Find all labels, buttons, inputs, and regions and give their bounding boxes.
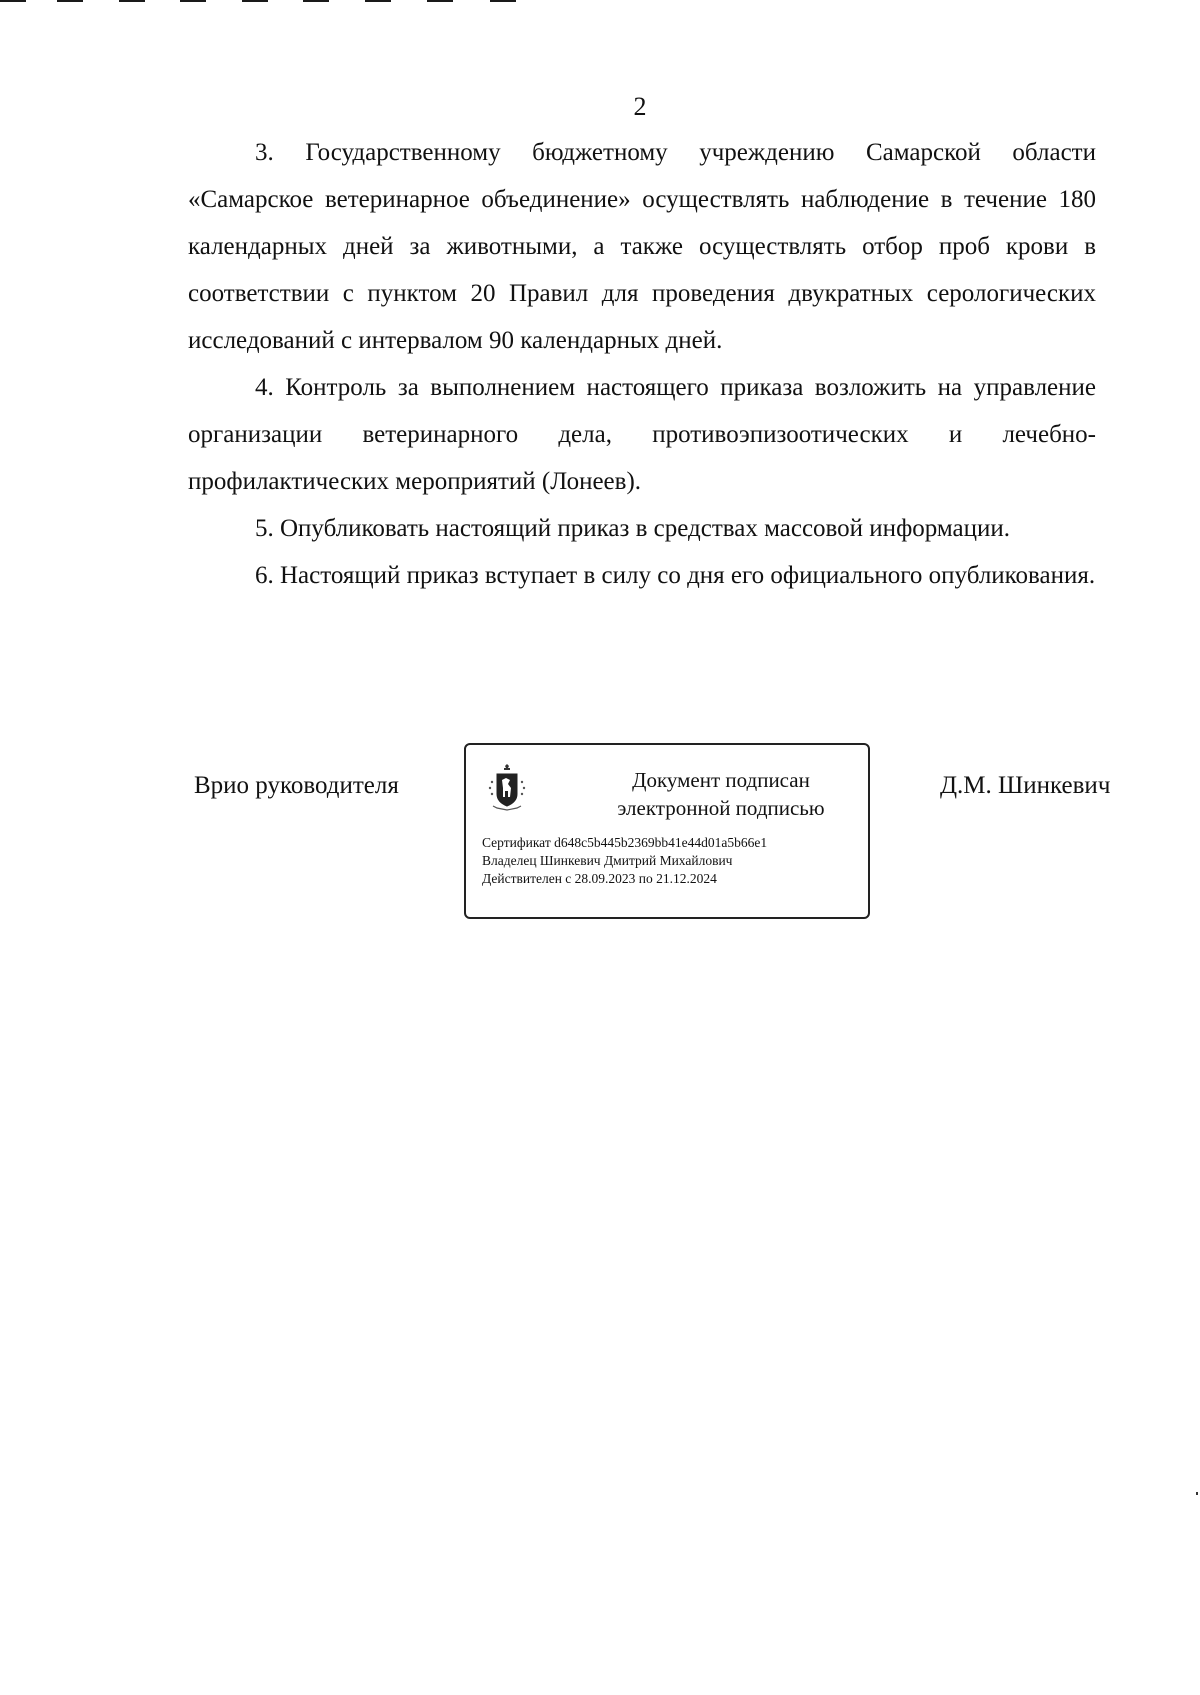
- signatory-role: Врио руководителя: [194, 772, 399, 799]
- stamp-certificate: Сертификат d648c5b445b2369bb41e44d01a5b66e1: [482, 835, 768, 850]
- stamp-validity: Действителен с 28.09.2023 по 21.12.2024: [482, 871, 717, 886]
- stamp-title: [586, 766, 856, 822]
- paragraph-5: 5. Опубликовать настоящий приказ в средствах массовой информации.: [255, 515, 1011, 542]
- edge-dash: [0, 0, 26, 2]
- stamp-title-line-1: Документ подписан: [632, 768, 810, 792]
- edge-dash: [427, 0, 453, 2]
- stamp-title-line-2: электронной подписью: [617, 796, 825, 820]
- samara-coat-of-arms-icon: [484, 764, 530, 812]
- document-body: [188, 129, 1096, 599]
- edge-dash: [242, 0, 268, 2]
- signatory-name: Д.М. Шинкевич: [940, 772, 1111, 799]
- paragraph-4: 4. Контроль за выполнением настоящего приказа возложить на управление организации ветеринарного дела, противоэпизоотических и лечебно-профилактических мероприятий (Лонеев).: [188, 374, 1096, 495]
- edge-dash: [119, 0, 145, 2]
- electronic-signature-stamp: [464, 743, 870, 919]
- paragraph-3: 3. Государственному бюджетному учреждению Самарской области «Самарское ветеринарное объединение» осуществлять наблюдение в течение 180 календарных дней за животными, а также осуществлять отбор проб крови в соответствии с пунктом 20 Правил для проведения двукратных серологических исследований с интервалом 90 календарных дней.: [188, 139, 1096, 354]
- edge-dash: [303, 0, 329, 2]
- edge-dash: [57, 0, 83, 2]
- page-number: 2: [633, 92, 647, 121]
- paragraph-6: 6. Настоящий приказ вступает в силу со дня его официального опубликования.: [255, 562, 1096, 589]
- edge-dash: [365, 0, 391, 2]
- top-edge-dashes: [0, 0, 560, 3]
- stamp-details: [482, 834, 862, 888]
- edge-dash: [490, 0, 516, 2]
- edge-dash: [180, 0, 206, 2]
- scan-artifact: [1196, 1492, 1198, 1495]
- stamp-owner: Владелец Шинкевич Дмитрий Михайлович: [482, 853, 733, 868]
